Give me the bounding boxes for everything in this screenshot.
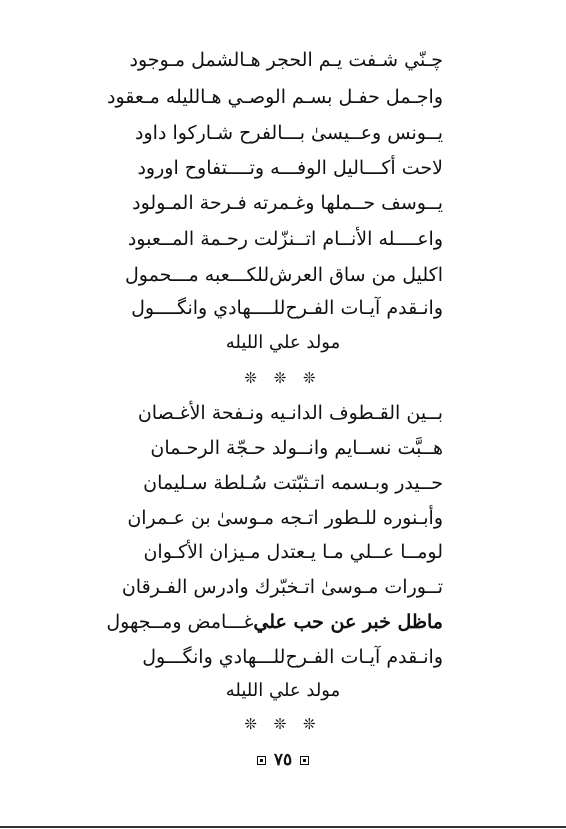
verse-line: هــبَّت نســايم وانــولد حـجّة الرحـمان bbox=[150, 437, 443, 459]
verse-line: يــونس وعــيسىٰ بـــالفرح شـاركوا داود bbox=[135, 122, 443, 144]
verse-line: واجـمل حفـل بسـم الوصـي هـالليله مـعقود bbox=[107, 86, 443, 108]
bottom-rule bbox=[0, 826, 566, 828]
verse-line: لاحت أكـــاليل الوفـــه وتــــتفاوح اورود bbox=[137, 157, 443, 179]
verse-line: يــوسف حــملها وغـمرته فـرحة المـولود bbox=[132, 192, 443, 214]
verse-hemistich-right: ماظل خبر عن حب علي bbox=[253, 611, 443, 633]
verse-line: وأبـنوره للـطور اتـجه مـوسىٰ بن عـمران bbox=[127, 507, 443, 529]
verse-line: بــين القـطوف الدانـيه ونـفحة الأغـصان bbox=[137, 402, 443, 424]
verse-hemistich-left: غـــامض ومــجهول bbox=[106, 611, 254, 633]
verse-pair bbox=[106, 609, 443, 635]
verse-line: چـنّي شـفت يـم الحجر هـالشمل مـوجود bbox=[129, 49, 443, 71]
verse-line: لومــا عــلي مـا يـعتدل مـيزان الأكـوان bbox=[143, 541, 443, 563]
section-divider-stars: ❊ ❊ ❊ bbox=[244, 715, 322, 733]
refrain-line: مولد علي الليله bbox=[225, 680, 341, 701]
page-number: ٧٥ bbox=[273, 750, 293, 770]
verse-hemistich-left: للـــهادي وانگـــول bbox=[142, 646, 286, 668]
verse-hemistich-right: وانـقدم آيـات الفـرح bbox=[285, 646, 443, 668]
verse-line: تــورات مـوسىٰ اتـخبّرك وادرس الفـرقان bbox=[121, 576, 443, 598]
verse-line: واعــــله الأنــام اتــنزّلت رحـمة المــعبود bbox=[127, 228, 443, 250]
verse-hemistich-left: للــــهادي وانگــــول bbox=[131, 297, 286, 319]
refrain-line: مولد علي الليله bbox=[225, 332, 341, 353]
verse-hemistich-right: وانـقدم آيـات الفـرح bbox=[285, 297, 443, 319]
page-footer bbox=[0, 749, 566, 771]
square-ornament-icon bbox=[300, 756, 309, 765]
verse-hemistich-left: للكـــعبه مـــحمول bbox=[124, 264, 270, 286]
verse-line: حــيدر وبـسمه اتـثبّتت سُـلطة سـليمان bbox=[143, 472, 443, 494]
verse-pair bbox=[142, 644, 443, 670]
verse-pair bbox=[131, 295, 443, 321]
verse-hemistich-right: اكليل من ساق العرش bbox=[269, 264, 443, 286]
verse-pair bbox=[124, 262, 443, 288]
section-divider-stars: ❊ ❊ ❊ bbox=[244, 369, 322, 387]
square-ornament-icon bbox=[257, 756, 266, 765]
